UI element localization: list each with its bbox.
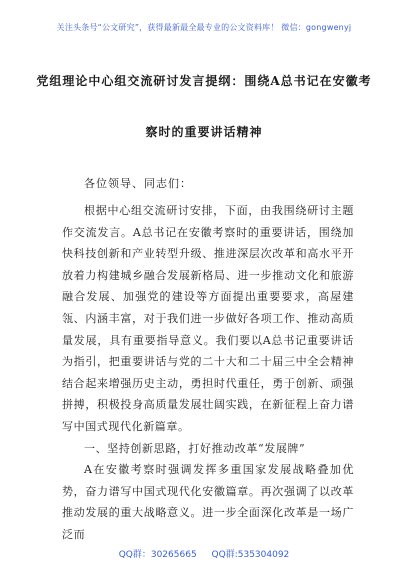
document-body — [62, 200, 354, 546]
salutation: 各位领导、同志们： — [84, 177, 192, 190]
qq-group-2[interactable]: QQ群:535304092 — [211, 550, 290, 560]
promo-banner[interactable]: 关注头条号“公文研究”，获得最新最全最专业的公文资料库！ 微信：gongwenyj — [56, 23, 352, 32]
paragraph-section-1: A在安徽考察时强调发挥多重国家发展战略叠加优势，奋力谱写中国式现代化安徽篇章。再次强调了以改革推动发展的重大战略意义。进一步全面深化改革是一场广泛而 — [62, 463, 354, 541]
footer-contact — [0, 547, 408, 560]
document-title-line-2: 察时的重要讲话精神 — [145, 125, 263, 139]
paragraph-intro: 根据中心组交流研讨安排，下面，由我围绕研讨主题作交流发言。A总书记在安徽考察时的重要讲话，围绕加快科技创新和产业转型升级、推进深层次改革和高水平开放着力构建城乡融合发展新格局、进一步推动文化和旅游融合发展、加强党的建设等方面提出重要要求，高屋建瓴、内涵丰富，对于我们进一步做好各项工作、推动高质量发展，具有重要指导意义。我们要以A总书记重要讲话为指引，把重要讲话与党的二十大和二十届三中全会精神结合起来增强历史主动，勇担时代重任，勇于创新、顽强拼搏，积极投身高质量发展壮阔实践，在新征程上奋力谱写中国式现代化新篇章。 — [62, 204, 354, 433]
document-title-line-1: 党组理论中心组交流研讨发言提纲：围绕A总书记在安徽考 — [36, 74, 372, 88]
section-heading-1: 一、坚持创新思路，打好推动改革“发展牌” — [84, 441, 306, 455]
qq-group-1[interactable]: QQ群：30265665 — [118, 550, 197, 560]
